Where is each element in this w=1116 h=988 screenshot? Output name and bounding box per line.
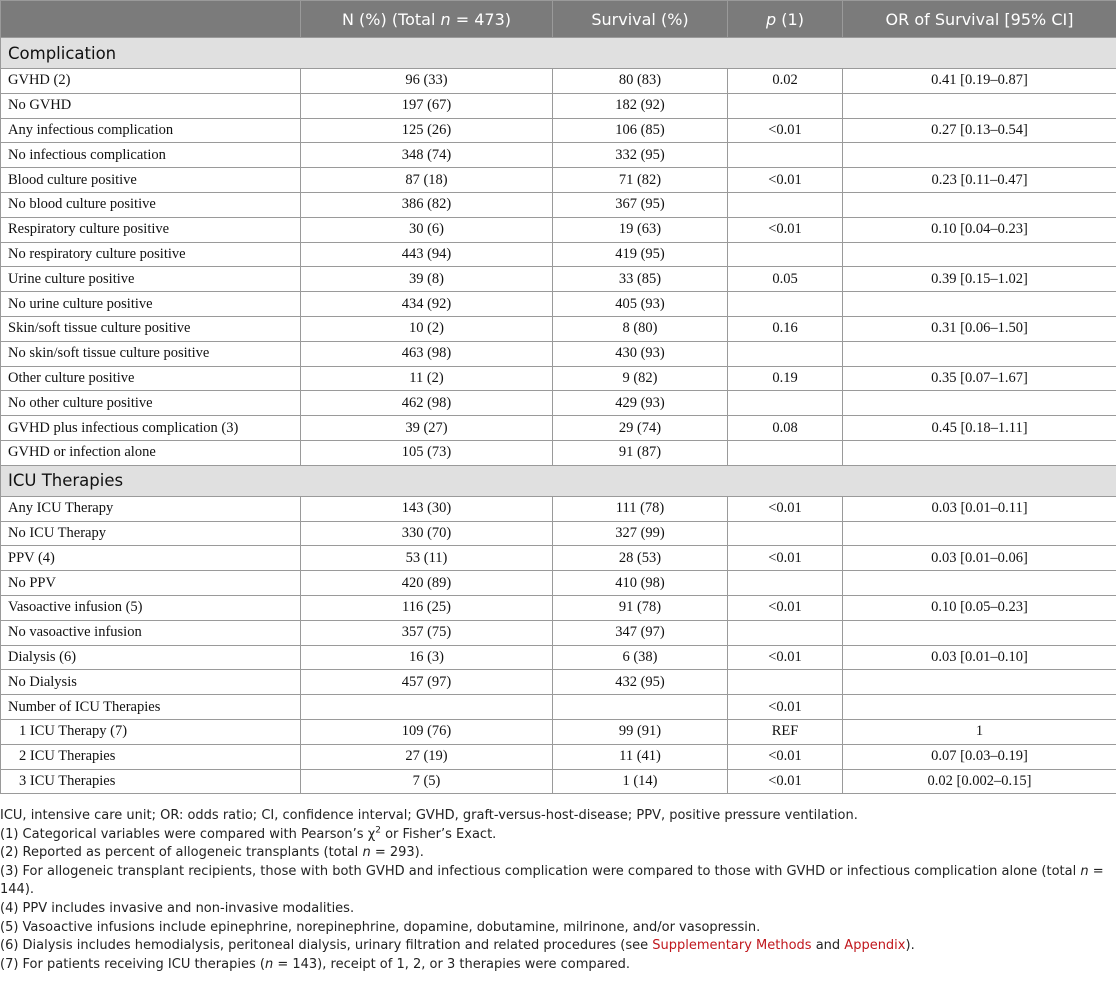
cell-n-percent: 330 (70) [301, 521, 553, 546]
cell-p-value: <0.01 [728, 744, 843, 769]
cell-odds-ratio [843, 571, 1116, 596]
table-row [1, 242, 1116, 267]
table-row [1, 267, 1116, 292]
table-row [1, 670, 1116, 695]
cell-p-value: <0.01 [728, 168, 843, 193]
header-p-value: p (1) [728, 1, 843, 38]
cell-odds-ratio: 0.10 [0.05–0.23] [843, 595, 1116, 620]
cell-odds-ratio [843, 242, 1116, 267]
table-row [1, 341, 1116, 366]
cell-p-value: 0.05 [728, 267, 843, 292]
cell-survival: 33 (85) [553, 267, 728, 292]
cell-n-percent [301, 695, 553, 720]
table-row [1, 620, 1116, 645]
cell-p-value [728, 192, 843, 217]
cell-p-value [728, 292, 843, 317]
row-label: Urine culture positive [1, 267, 301, 292]
cell-p-value [728, 521, 843, 546]
cell-n-percent: 109 (76) [301, 719, 553, 744]
row-label: No Dialysis [1, 670, 301, 695]
table-row [1, 118, 1116, 143]
cell-n-percent: 116 (25) [301, 595, 553, 620]
cell-survival: 327 (99) [553, 521, 728, 546]
cell-odds-ratio: 1 [843, 719, 1116, 744]
table-row [1, 69, 1116, 94]
cell-n-percent: 434 (92) [301, 292, 553, 317]
appendix-link[interactable]: Appendix [844, 938, 906, 954]
cell-survival [553, 695, 728, 720]
cell-n-percent: 197 (67) [301, 93, 553, 118]
cell-p-value: <0.01 [728, 695, 843, 720]
cell-n-percent: 96 (33) [301, 69, 553, 94]
cell-survival: 332 (95) [553, 143, 728, 168]
cell-n-percent: 348 (74) [301, 143, 553, 168]
header-survival: Survival (%) [553, 1, 728, 38]
cell-odds-ratio [843, 192, 1116, 217]
cell-odds-ratio: 0.03 [0.01–0.06] [843, 546, 1116, 571]
cell-survival: 6 (38) [553, 645, 728, 670]
table-row [1, 316, 1116, 341]
cell-p-value: 0.08 [728, 416, 843, 441]
cell-survival: 106 (85) [553, 118, 728, 143]
cell-p-value: <0.01 [728, 217, 843, 242]
table-row [1, 440, 1116, 465]
footnote-6: (6) Dialysis includes hemodialysis, peritoneal dialysis, urinary filtration and related procedures (see Supplementary Methods and Appendix). [0, 938, 915, 954]
cell-odds-ratio: 0.27 [0.13–0.54] [843, 118, 1116, 143]
cell-survival: 19 (63) [553, 217, 728, 242]
cell-n-percent: 53 (11) [301, 546, 553, 571]
cell-survival: 91 (78) [553, 595, 728, 620]
cell-odds-ratio: 0.31 [0.06–1.50] [843, 316, 1116, 341]
table-row [1, 366, 1116, 391]
cell-odds-ratio [843, 620, 1116, 645]
table-row [1, 595, 1116, 620]
row-label: No ICU Therapy [1, 521, 301, 546]
cell-odds-ratio: 0.45 [0.18–1.11] [843, 416, 1116, 441]
table-row [1, 416, 1116, 441]
table-row [1, 93, 1116, 118]
cell-odds-ratio [843, 143, 1116, 168]
cell-survival: 347 (97) [553, 620, 728, 645]
cell-p-value: REF [728, 719, 843, 744]
cell-odds-ratio [843, 391, 1116, 416]
cell-odds-ratio: 0.02 [0.002–0.15] [843, 769, 1116, 794]
cell-survival: 71 (82) [553, 168, 728, 193]
row-label: Any ICU Therapy [1, 496, 301, 521]
cell-odds-ratio: 0.03 [0.01–0.10] [843, 645, 1116, 670]
table-row [1, 496, 1116, 521]
row-label: No PPV [1, 571, 301, 596]
cell-odds-ratio: 0.23 [0.11–0.47] [843, 168, 1116, 193]
cell-survival: 430 (93) [553, 341, 728, 366]
table-row [1, 217, 1116, 242]
cell-n-percent: 39 (8) [301, 267, 553, 292]
row-label: No skin/soft tissue culture positive [1, 341, 301, 366]
cell-odds-ratio: 0.35 [0.07–1.67] [843, 366, 1116, 391]
table-row [1, 192, 1116, 217]
row-label: No blood culture positive [1, 192, 301, 217]
cell-odds-ratio [843, 292, 1116, 317]
row-label: GVHD plus infectious complication (3) [1, 416, 301, 441]
cell-survival: 432 (95) [553, 670, 728, 695]
cell-p-value [728, 93, 843, 118]
cell-survival: 405 (93) [553, 292, 728, 317]
cell-odds-ratio: 0.39 [0.15–1.02] [843, 267, 1116, 292]
table-row [1, 719, 1116, 744]
row-label: No infectious complication [1, 143, 301, 168]
table-row [1, 168, 1116, 193]
row-label: Skin/soft tissue culture positive [1, 316, 301, 341]
cell-n-percent: 125 (26) [301, 118, 553, 143]
row-label: No urine culture positive [1, 292, 301, 317]
table-row [1, 143, 1116, 168]
cell-survival: 182 (92) [553, 93, 728, 118]
cell-p-value: 0.16 [728, 316, 843, 341]
row-label: GVHD (2) [1, 69, 301, 94]
cell-n-percent: 386 (82) [301, 192, 553, 217]
cell-survival: 419 (95) [553, 242, 728, 267]
cell-p-value [728, 242, 843, 267]
table-row [1, 645, 1116, 670]
table-body [1, 38, 1116, 794]
section-title: Complication [1, 38, 1116, 69]
cell-odds-ratio [843, 695, 1116, 720]
header-blank [1, 1, 301, 38]
row-label: 3 ICU Therapies [1, 769, 301, 794]
footnote-3: (3) For allogeneic transplant recipients, those with both GVHD and infectious complication were compared to those with GVHD or infectious complication alone (total n = 144). [0, 863, 1104, 898]
cell-p-value [728, 341, 843, 366]
table-row [1, 292, 1116, 317]
cell-odds-ratio: 0.41 [0.19–0.87] [843, 69, 1116, 94]
section-header-row [1, 38, 1116, 69]
cell-p-value: <0.01 [728, 595, 843, 620]
table-row [1, 695, 1116, 720]
cell-odds-ratio [843, 93, 1116, 118]
cell-survival: 410 (98) [553, 571, 728, 596]
cell-survival: 429 (93) [553, 391, 728, 416]
footnote-7: (7) For patients receiving ICU therapies (n = 143), receipt of 1, 2, or 3 therapies were compared. [0, 956, 631, 972]
cell-n-percent: 30 (6) [301, 217, 553, 242]
cell-n-percent: 457 (97) [301, 670, 553, 695]
cell-survival: 1 (14) [553, 769, 728, 794]
row-label: No vasoactive infusion [1, 620, 301, 645]
table-row [1, 769, 1116, 794]
cell-survival: 99 (91) [553, 719, 728, 744]
table-row [1, 571, 1116, 596]
row-label: Any infectious complication [1, 118, 301, 143]
row-label: No respiratory culture positive [1, 242, 301, 267]
cell-survival: 28 (53) [553, 546, 728, 571]
cell-survival: 367 (95) [553, 192, 728, 217]
cell-p-value [728, 143, 843, 168]
row-label: No other culture positive [1, 391, 301, 416]
cell-p-value: 0.02 [728, 69, 843, 94]
cell-n-percent: 463 (98) [301, 341, 553, 366]
cell-odds-ratio [843, 341, 1116, 366]
cell-odds-ratio [843, 521, 1116, 546]
cell-n-percent: 16 (3) [301, 645, 553, 670]
footnote-4: (4) PPV includes invasive and non-invasive modalities. [0, 900, 355, 916]
section-title: ICU Therapies [1, 465, 1116, 496]
header-n-percent: N (%) (Total n = 473) [301, 1, 553, 38]
cell-odds-ratio [843, 440, 1116, 465]
header-row [1, 1, 1116, 38]
cell-survival: 80 (83) [553, 69, 728, 94]
cell-n-percent: 39 (27) [301, 416, 553, 441]
cell-n-percent: 87 (18) [301, 168, 553, 193]
cell-n-percent: 443 (94) [301, 242, 553, 267]
cell-survival: 11 (41) [553, 744, 728, 769]
cell-n-percent: 105 (73) [301, 440, 553, 465]
table-row [1, 744, 1116, 769]
row-label: GVHD or infection alone [1, 440, 301, 465]
cell-odds-ratio: 0.03 [0.01–0.11] [843, 496, 1116, 521]
row-label: Other culture positive [1, 366, 301, 391]
cell-n-percent: 11 (2) [301, 366, 553, 391]
row-label: PPV (4) [1, 546, 301, 571]
cell-odds-ratio [843, 670, 1116, 695]
row-label: Vasoactive infusion (5) [1, 595, 301, 620]
table-row [1, 546, 1116, 571]
cell-n-percent: 7 (5) [301, 769, 553, 794]
cell-p-value [728, 620, 843, 645]
cell-n-percent: 462 (98) [301, 391, 553, 416]
cell-p-value [728, 571, 843, 596]
footnote-1: (1) Categorical variables were compared with Pearson’s $\chi^2$ or Fisher’s Exact. [0, 825, 497, 842]
header-odds-ratio: OR of Survival [95% CI] [843, 1, 1116, 38]
cell-survival: 9 (82) [553, 366, 728, 391]
row-label: 1 ICU Therapy (7) [1, 719, 301, 744]
table-row [1, 521, 1116, 546]
supplementary-methods-link[interactable]: Supplementary Methods [652, 938, 812, 954]
cell-survival: 111 (78) [553, 496, 728, 521]
cell-p-value: <0.01 [728, 118, 843, 143]
cell-p-value [728, 440, 843, 465]
cell-p-value: <0.01 [728, 645, 843, 670]
cell-p-value: 0.19 [728, 366, 843, 391]
cell-odds-ratio: 0.07 [0.03–0.19] [843, 744, 1116, 769]
table-row [1, 391, 1116, 416]
cell-survival: 91 (87) [553, 440, 728, 465]
footnote-2: (2) Reported as percent of allogeneic transplants (total n = 293). [0, 845, 424, 861]
cell-survival: 8 (80) [553, 316, 728, 341]
cell-p-value: <0.01 [728, 769, 843, 794]
section-header-row [1, 465, 1116, 496]
cell-n-percent: 357 (75) [301, 620, 553, 645]
row-label: Respiratory culture positive [1, 217, 301, 242]
row-label: Blood culture positive [1, 168, 301, 193]
cell-p-value [728, 391, 843, 416]
cell-n-percent: 27 (19) [301, 744, 553, 769]
cell-p-value: <0.01 [728, 496, 843, 521]
row-label: Number of ICU Therapies [1, 695, 301, 720]
cell-n-percent: 420 (89) [301, 571, 553, 596]
table-footnotes [0, 807, 1114, 974]
row-label: 2 ICU Therapies [1, 744, 301, 769]
row-label: No GVHD [1, 93, 301, 118]
cell-n-percent: 10 (2) [301, 316, 553, 341]
footnote-abbreviations: ICU, intensive care unit; OR: odds ratio; CI, confidence interval; GVHD, graft-versus-host-disease; PPV, positive pressure ventilation. [0, 808, 858, 823]
cell-p-value: <0.01 [728, 546, 843, 571]
cell-odds-ratio: 0.10 [0.04–0.23] [843, 217, 1116, 242]
cell-p-value [728, 670, 843, 695]
cell-n-percent: 143 (30) [301, 496, 553, 521]
row-label: Dialysis (6) [1, 645, 301, 670]
cell-survival: 29 (74) [553, 416, 728, 441]
footnote-5: (5) Vasoactive infusions include epinephrine, norepinephrine, dopamine, dobutamine, milrinone, and/or vasopressin. [0, 919, 761, 935]
